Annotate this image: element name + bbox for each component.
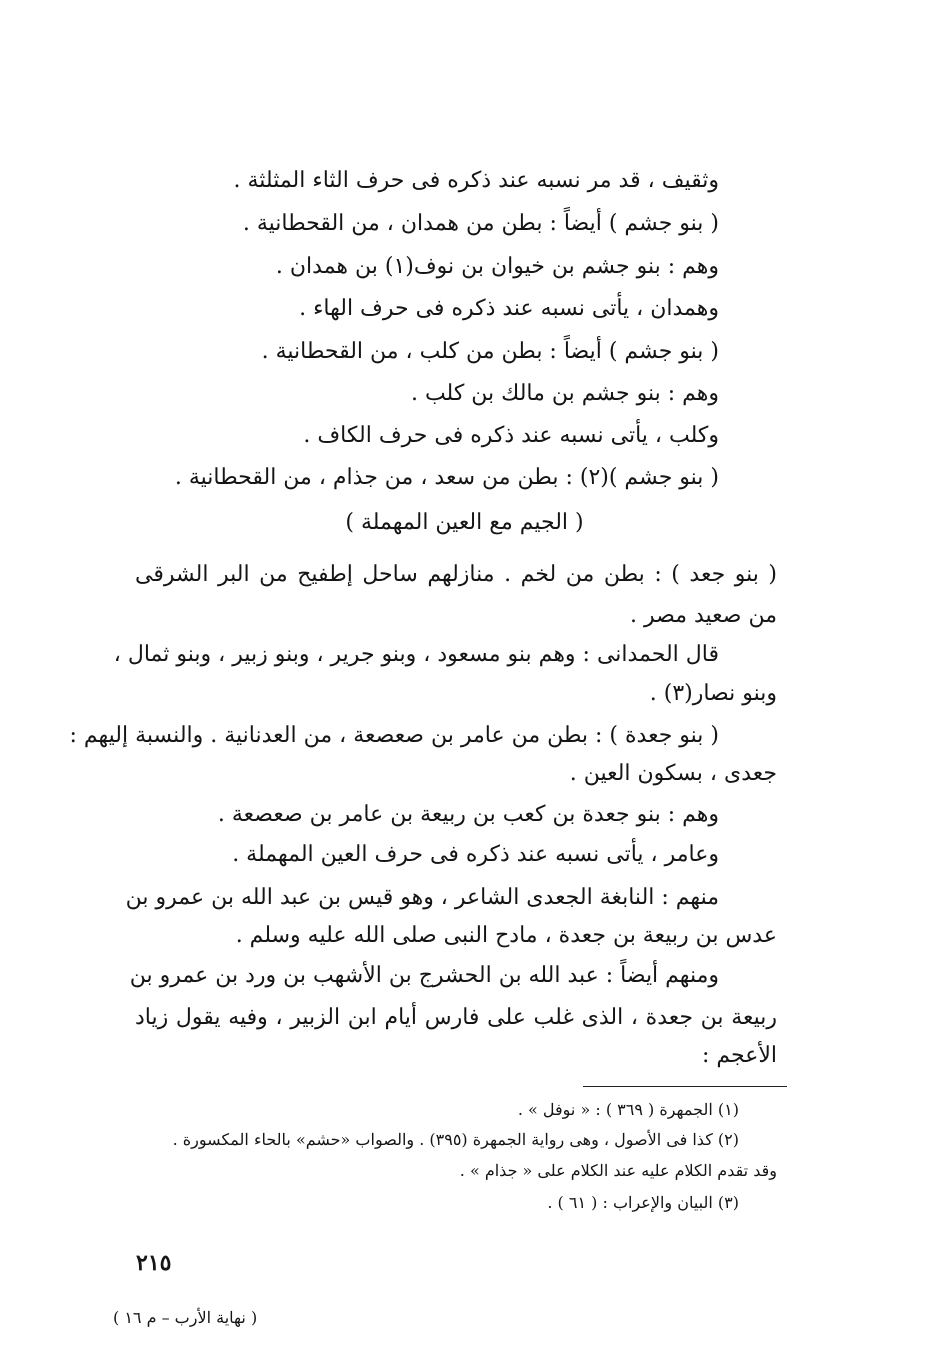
footnote-divider <box>583 1086 787 1087</box>
text-line: وكلب ، يأتى نسبه عند ذكره فى حرف الكاف . <box>303 423 719 448</box>
text-line: من صعيد مصر . <box>630 603 777 628</box>
text-line: وثقيف ، قد مر نسبه عند ذكره فى حرف الثاء المثلثة . <box>233 168 719 193</box>
signature-mark: ( نهاية الأرب – م ١٦ ) <box>113 1308 258 1327</box>
text-line: ومنهم أيضاً : عبد الله بن الحشرج بن الأشهب بن ورد بن عمرو بن <box>129 963 719 988</box>
text-line: ( بنو جعدة ) : بطن من عامر بن صعصعة ، من العدنانية . والنسبة إليهم : <box>69 723 719 748</box>
text-line: وبنو نصار(٣) . <box>649 681 777 706</box>
text-line: الأعجم : <box>701 1043 777 1068</box>
text-line: ( بنو جشم )(٢) : بطن من سعد ، من جذام ، من القحطانية . <box>174 465 719 490</box>
text-line: جعدى ، بسكون العين . <box>569 761 777 786</box>
text-line: وهم : بنو جشم بن خيوان بن نوف(١) بن همدان . <box>275 254 719 279</box>
text-line: منهم : النابغة الجعدى الشاعر ، وهو قيس بن عبد الله بن عمرو بن <box>125 885 719 910</box>
text-line: ( بنو جشم ) أيضاً : بطن من كلب ، من القحطانية . <box>261 339 719 364</box>
footnote: وقد تقدم الكلام عليه عند الكلام على « جذام » . <box>459 1161 777 1180</box>
footnote: (٢) كذا فى الأصول ، وهى رواية الجمهرة (٣٩٥) . والصواب «حشم» بالحاء المكسورة . <box>172 1130 739 1149</box>
footnote: (١) الجمهرة ( ٣٦٩ ) : « نوفل » . <box>517 1100 739 1119</box>
text-line: وعامر ، يأتى نسبه عند ذكره فى حرف العين المهملة . <box>232 842 719 867</box>
section-heading: ( الجيم مع العين المهملة ) <box>345 510 584 535</box>
text-line: عدس بن ربيعة بن جعدة ، مادح النبى صلى الله عليه وسلم . <box>235 923 777 948</box>
text-line: وهم : بنو جعدة بن كعب بن ربيعة بن عامر بن صعصعة . <box>217 802 719 827</box>
text-line: ( بنو جشم ) أيضاً : بطن من همدان ، من القحطانية . <box>242 211 719 236</box>
text-line: وهم : بنو جشم بن مالك بن كلب . <box>410 381 719 406</box>
text-line: ( بنو جعد ) : بطن من لخم . منازلهم ساحل إطفيح من البر الشرقى <box>135 562 777 587</box>
footnote: (٣) البيان والإعراب : ( ٦١ ) . <box>547 1193 739 1212</box>
text-line: وهمدان ، يأتى نسبه عند ذكره فى حرف الهاء . <box>299 296 719 321</box>
text-line: قال الحمدانى : وهم بنو مسعود ، وبنو جرير ، وبنو زبير ، وبنو ثمال ، <box>113 642 719 667</box>
text-line: ربيعة بن جعدة ، الذى غلب على فارس أيام ابن الزبير ، وفيه يقول زياد <box>135 1005 777 1030</box>
page-number: ٢١٥ <box>136 1250 172 1276</box>
